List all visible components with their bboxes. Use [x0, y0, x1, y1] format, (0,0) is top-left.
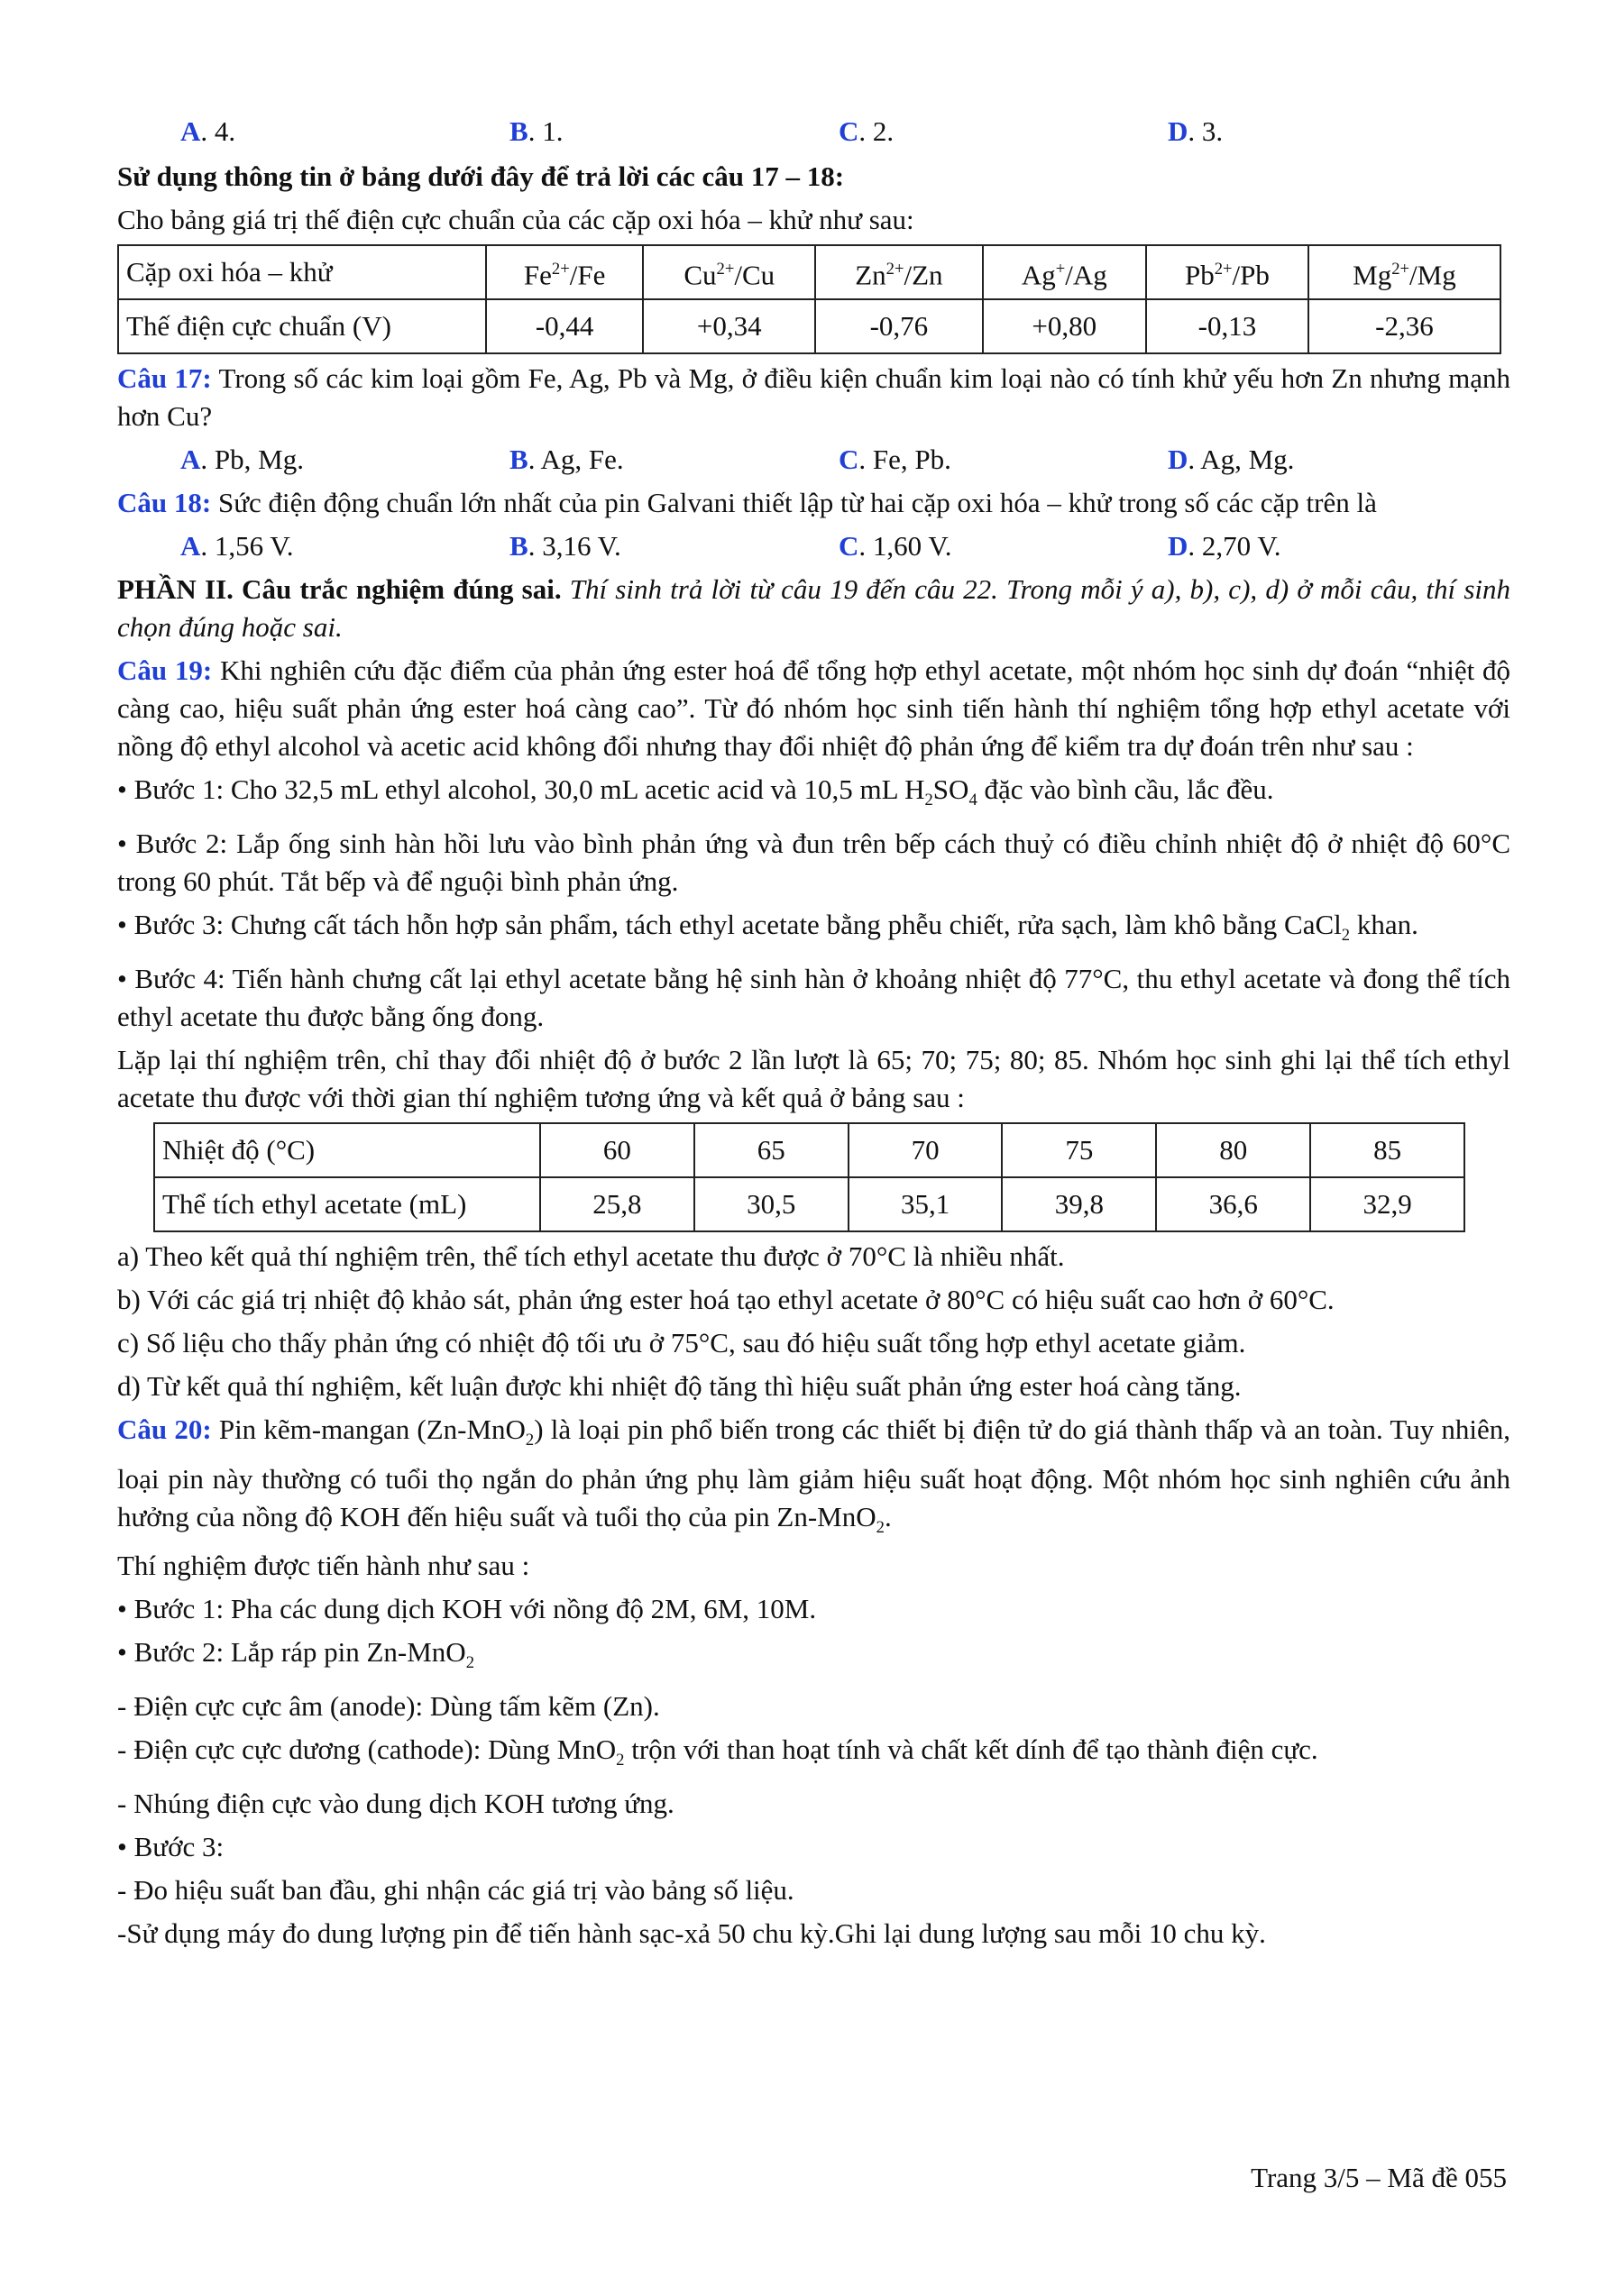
table-row	[118, 299, 1500, 353]
table-row	[118, 245, 1500, 299]
table-cell-couple: $Mg^{2+}/Mg$	[1308, 245, 1500, 299]
q18-stem: Câu 18: Sức điện động chuẩn lớn nhất của pin Galvani thiết lập từ hai cặp oxi hóa – khử trong số các cặp trên là	[117, 487, 1377, 518]
table-cell-value: +0,80	[983, 299, 1146, 353]
q20-intro: Thí nghiệm được tiến hành như sau :	[117, 1549, 530, 1581]
page-footer: Trang 3/5 – Mã đề 055	[1251, 2162, 1507, 2193]
table-cell-value: -2,36	[1308, 299, 1500, 353]
table-cell-volume: 30,5	[694, 1177, 849, 1231]
q19-statement-b: b) Với các giá trị nhiệt độ khảo sát, phản ứng ester hoá tạo ethyl acetate ở 80°C có hiệu suất cao hơn ở 60°C.	[117, 1284, 1335, 1316]
table-row-label: Thế điện cực chuẩn (V)	[118, 299, 486, 353]
table-header-label: Cặp oxi hóa – khử	[118, 245, 486, 299]
table-cell-value: +0,34	[643, 299, 815, 353]
table-cell-couple: $Pb^{2+}/Pb$	[1146, 245, 1308, 299]
table-cell-value: -0,44	[486, 299, 643, 353]
table-cell-temp: 65	[694, 1123, 849, 1177]
table-cell-value: -0,13	[1146, 299, 1308, 353]
table-row-label: Thể tích ethyl acetate (mL)	[154, 1177, 540, 1231]
q18-options	[180, 527, 1510, 565]
table-cell-temp: 60	[540, 1123, 694, 1177]
table-row-label: Nhiệt độ (°C)	[154, 1123, 540, 1177]
table-cell-temp: 75	[1002, 1123, 1156, 1177]
q17-stem: Câu 17: Trong số các kim loại gồm Fe, Ag, Pb và Mg, ở điều kiện chuẩn kim loại nào có tính khử yếu hơn Zn nhưng mạnh hơn Cu?	[117, 362, 1510, 432]
q16-option-a: A. 4.	[180, 115, 236, 147]
table-cell-volume: 25,8	[540, 1177, 694, 1231]
q18-option-d: D. 2,70 V.	[1168, 530, 1281, 562]
q19-stem: Câu 19: Khi nghiên cứu đặc điểm của phản ứng ester hoá để tổng hợp ethyl acetate, một nhóm học sinh dự đoán “nhiệt độ càng cao, hiệu suất phản ứng ester hoá càng cao”. Từ đó nhóm học sinh tiến hành thí nghiệm tổng hợp ethyl acetate với nồng độ ethyl alcohol và acetic acid không đổi nhưng thay đổi nhiệt độ phản ứng để kiểm tra dự đoán trên như sau :	[117, 654, 1510, 762]
q18-option-c: C. 1,60 V.	[839, 530, 952, 562]
q16-options	[180, 113, 1510, 151]
q17-option-d: D. Ag, Mg.	[1168, 444, 1295, 475]
table-row	[154, 1177, 1464, 1231]
q17-options	[180, 441, 1510, 479]
q20-cycle: -Sử dụng máy đo dung lượng pin để tiến hành sạc-xả 50 chu kỳ.Ghi lại dung lượng sau mỗi 10 chu kỳ.	[117, 1917, 1266, 1950]
q17-option-c: C. Fe, Pb.	[839, 444, 951, 475]
table-cell-volume: 32,9	[1310, 1177, 1464, 1231]
q18-option-b: B. 3,16 V.	[509, 530, 621, 562]
q20-cathode: - Điện cực cực dương (cathode): Dùng MnO$_2$ trộn với than hoạt tính và chất kết dính để tạo thành điện cực.	[117, 1733, 1318, 1770]
q19-step4: • Bước 4: Tiến hành chưng cất lại ethyl acetate bằng hệ sinh hàn ở khoảng nhiệt độ 77°C, thu ethyl acetate và đong thể tích ethyl acetate thu được bằng ống đong.	[117, 963, 1510, 1033]
table-cell-temp: 85	[1310, 1123, 1464, 1177]
table-cell-couple: $Cu^{2+}/Cu$	[643, 245, 815, 299]
table-cell-couple: Ag+/Ag	[983, 245, 1146, 299]
table1-caption: Cho bảng giá trị thế điện cực chuẩn của các cặp oxi hóa – khử như sau:	[117, 204, 914, 235]
q16-option-d: D. 3.	[1168, 115, 1224, 147]
q19-repeat: Lặp lại thí nghiệm trên, chỉ thay đổi nhiệt độ ở bước 2 lần lượt là 65; 70; 75; 80; 85. Nhóm học sinh ghi lại thể tích ethyl acetate thu được với thời gian thí nghiệm tương ứng và kết quả ở bảng sau :	[117, 1044, 1510, 1114]
table-row	[154, 1123, 1464, 1177]
q20-step3: • Bước 3:	[117, 1831, 225, 1863]
q19-statement-a: a) Theo kết quả thí nghiệm trên, thể tích ethyl acetate thu được ở 70°C là nhiều nhất.	[117, 1240, 1065, 1273]
table-cell-couple: $Fe^{2+}/Fe$	[486, 245, 643, 299]
q20-anode: - Điện cực cực âm (anode): Dùng tấm kẽm (Zn).	[117, 1689, 660, 1722]
table-cell-volume: 35,1	[849, 1177, 1003, 1231]
table-cell-volume: 39,8	[1002, 1177, 1156, 1231]
q16-option-b: B. 1.	[509, 115, 564, 147]
q19-step2: • Bước 2: Lắp ống sinh hàn hồi lưu vào bình phản ứng và đun trên bếp cách thuỷ có điều chỉnh nhiệt độ ở nhiệt độ 60°C trong 60 phút. Tắt bếp và để nguội bình phản ứng.	[117, 828, 1510, 898]
q20-measure: - Đo hiệu suất ban đầu, ghi nhận các giá trị vào bảng số liệu.	[117, 1874, 794, 1907]
part2-heading: PHẦN II. Câu trắc nghiệm đúng sai. Thí sinh trả lời từ câu 19 đến câu 22. Trong mỗi ý a), b), c), d) ở mỗi câu, thí sinh chọn đúng hoặc sai.	[117, 573, 1510, 643]
q19-step3: • Bước 3: Chưng cất tách hỗn hợp sản phẩm, tách ethyl acetate bằng phễu chiết, rửa sạch, làm khô bằng CaCl$_2$ khan.	[117, 909, 1418, 946]
intro-17-18: Sử dụng thông tin ở bảng dưới đây để trả lời các câu 17 – 18:	[117, 160, 845, 192]
table-cell-couple: $Zn^{2+}/Zn$	[815, 245, 982, 299]
q19-statement-c: c) Số liệu cho thấy phản ứng có nhiệt độ tối ưu ở 75°C, sau đó hiệu suất tổng hợp ethyl acetate giảm.	[117, 1327, 1246, 1359]
q19-statement-d: d) Từ kết quả thí nghiệm, kết luận được khi nhiệt độ tăng thì hiệu suất phản ứng ester hoá càng tăng.	[117, 1370, 1242, 1403]
q19-step1: • Bước 1: Cho 32,5 mL ethyl alcohol, 30,0 mL acetic acid và 10,5 mL $H_2SO_4$ đặc vào bình cầu, lắc đều.	[117, 773, 1274, 810]
table-cell-temp: 80	[1156, 1123, 1310, 1177]
ethyl-acetate-table	[153, 1122, 1465, 1232]
table-cell-temp: 70	[849, 1123, 1003, 1177]
table-cell-value: -0,76	[815, 299, 982, 353]
q18-option-a: A. 1,56 V.	[180, 530, 294, 562]
q16-option-c: C. 2.	[839, 115, 895, 147]
q20-dip: - Nhúng điện cực vào dung dịch KOH tương ứng.	[117, 1788, 674, 1820]
q17-option-b: B. Ag, Fe.	[509, 444, 624, 475]
q20-stem: Câu 20: Pin kẽm-mangan (Zn-MnO$_2$) là loại pin phổ biến trong các thiết bị điện tử do giá thành thấp và an toàn. Tuy nhiên, loại pin này thường có tuổi thọ ngắn do phản ứng phụ làm giảm hiệu suất hoạt động. Một nhóm học sinh nghiên cứu ảnh hưởng của nồng độ KOH đến hiệu suất và tuổi thọ của pin Zn-MnO$_2$.	[117, 1413, 1510, 1537]
q20-step2: • Bước 2: Lắp ráp pin Zn-MnO$_2$	[117, 1635, 474, 1672]
q20-step1: • Bước 1: Pha các dung dịch KOH với nồng độ 2M, 6M, 10M.	[117, 1592, 817, 1624]
exam-page	[117, 113, 1510, 1958]
electrode-potential-table	[117, 244, 1501, 354]
table-cell-volume: 36,6	[1156, 1177, 1310, 1231]
q17-option-a: A. Pb, Mg.	[180, 444, 304, 475]
